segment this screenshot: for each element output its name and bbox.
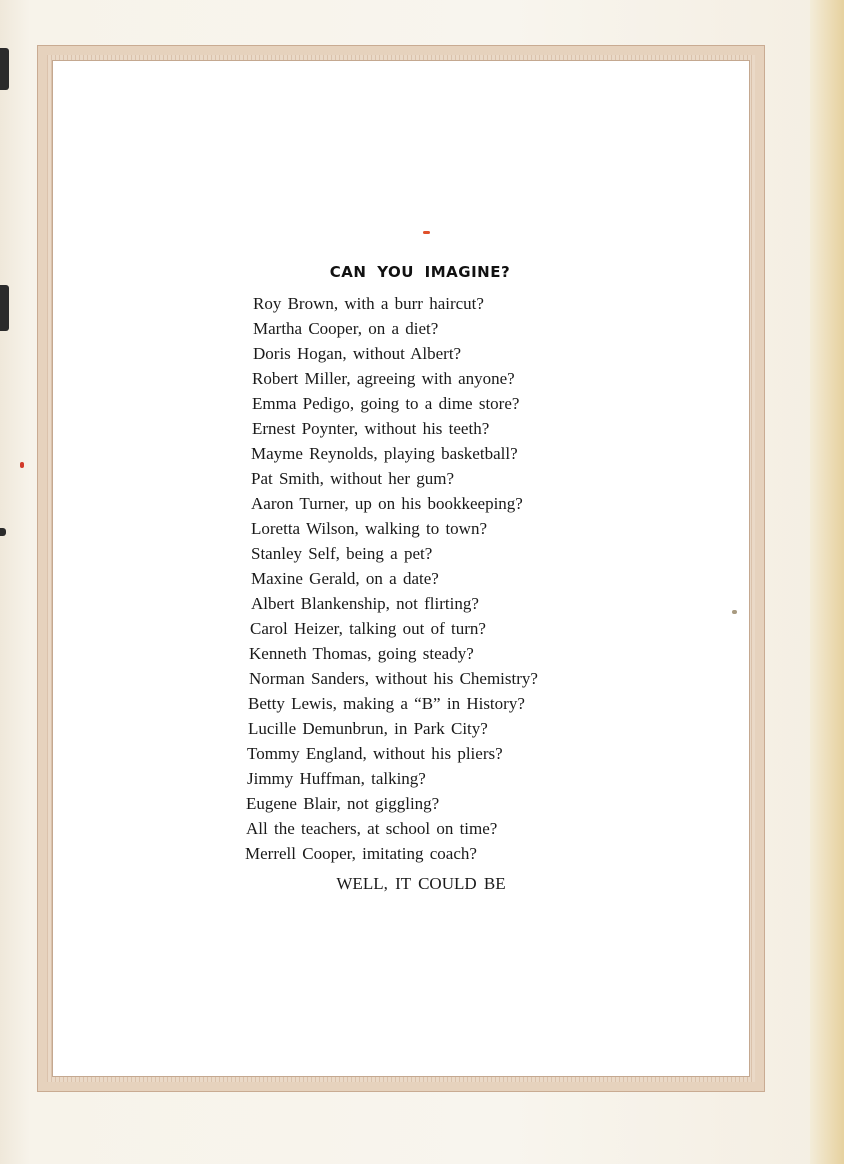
page-edge (810, 0, 844, 1164)
question-line: Lucille Demunbrun, in Park City? (248, 719, 488, 738)
question-line: Carol Heizer, talking out of turn? (250, 619, 486, 638)
question-line: Doris Hogan, without Albert? (253, 344, 462, 363)
ink-speck (732, 610, 737, 614)
page-title (53, 263, 749, 281)
question-line: Loretta Wilson, walking to town? (251, 519, 487, 538)
question-list (243, 291, 538, 866)
question-line: Merrell Cooper, imitating coach? (245, 844, 477, 863)
binding-mark (0, 528, 6, 536)
question-line: Emma Pedigo, going to a dime store? (252, 394, 520, 413)
border-pattern (47, 55, 755, 1082)
question-line: Stanley Self, being a pet? (251, 544, 433, 563)
page-content (52, 60, 750, 1077)
decorative-border (37, 45, 765, 1092)
question-line: Kenneth Thomas, going steady? (249, 644, 474, 663)
question-line: All the teachers, at school on time? (246, 819, 498, 838)
question-line: Albert Blankenship, not flirting? (251, 594, 479, 613)
question-line: Pat Smith, without her gum? (251, 469, 455, 488)
question-line: Maxine Gerald, on a date? (251, 569, 439, 588)
page-title-text: CAN YOU IMAGINE? (329, 263, 511, 281)
closing-line: WELL, IT COULD BE (336, 874, 506, 893)
binding-mark (0, 48, 9, 90)
question-line: Martha Cooper, on a diet? (253, 319, 439, 338)
question-line: Robert Miller, agreeing with anyone? (252, 369, 515, 388)
question-line: Norman Sanders, without his Chemistry? (249, 669, 538, 688)
question-line: Jimmy Huffman, talking? (247, 769, 426, 788)
question-line: Mayme Reynolds, playing basketball? (251, 444, 518, 463)
binding-mark (0, 285, 9, 331)
question-line: Aaron Turner, up on his bookkeeping? (251, 494, 523, 513)
question-line: Roy Brown, with a burr haircut? (253, 294, 484, 313)
ink-speck (423, 231, 430, 234)
ink-speck (20, 462, 24, 468)
question-line: Tommy England, without his pliers? (247, 744, 503, 763)
question-line: Betty Lewis, making a “B” in History? (248, 694, 525, 713)
question-line: Ernest Poynter, without his teeth? (252, 419, 490, 438)
question-line: Eugene Blair, not giggling? (246, 794, 440, 813)
